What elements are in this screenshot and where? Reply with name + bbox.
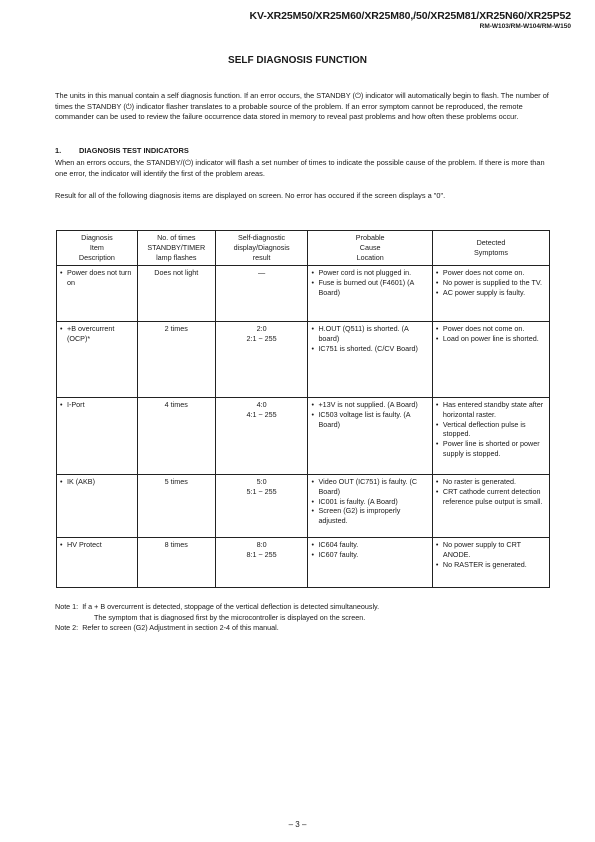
- diagnosis-table: [56, 230, 550, 588]
- cell-causes: • H.OUT (Q511) is shorted. (A board) • IC751 is shorted. (C/CV Board): [308, 321, 432, 397]
- cell-item: • +B overcurrent (OCP)*: [57, 321, 138, 397]
- header-diagnostic-result: Self-diagnostic display/Diagnosis result: [215, 231, 308, 266]
- cell-display: 5:0 5:1 ~ 255: [215, 474, 308, 537]
- cell-symptoms: • Power does not come on. • Load on power line is shorted.: [432, 321, 549, 397]
- note-1-text: If a + B overcurrent is detected, stoppage of the vertical deflection is detected simultaneously.: [82, 602, 380, 611]
- note-2: [55, 623, 555, 634]
- page-number: – 3 –: [288, 820, 307, 829]
- table-row: [57, 397, 550, 474]
- cell-flashes: 2 times: [137, 321, 215, 397]
- cell-flashes: 8 times: [137, 537, 215, 587]
- cell-causes: • IC604 faulty. • IC607 faulty.: [308, 537, 432, 587]
- cell-flashes: 5 times: [137, 474, 215, 537]
- table-row: [57, 321, 550, 397]
- cell-symptoms: • No power supply to CRT ANODE. • No RASTER is generated.: [432, 537, 549, 587]
- header-detected-symptoms: Detected Symptoms: [432, 231, 549, 266]
- cell-symptoms: • Has entered standby state after horizontal raster. • Vertical deflection pulse is stopped. • Power line is shorted or power supply is stopped.: [432, 397, 549, 474]
- note-2-label: Note 2:: [55, 623, 79, 633]
- section-heading: [55, 146, 189, 155]
- cell-causes: • +13V is not supplied. (A Board) • IC503 voltage list is faulty. (A Board): [308, 397, 432, 474]
- cell-display: —: [215, 265, 308, 321]
- note-1-label: Note 1:: [55, 602, 79, 611]
- table-header-row: [57, 231, 550, 266]
- note-1-continuation: The symptom that is diagnosed first by the microcontroller is displayed on the screen.: [94, 612, 366, 622]
- cell-causes: • Video OUT (IC751) is faulty. (C Board) • IC001 is faulty. (A Board) • Screen (G2) is improperly adjusted.: [308, 474, 432, 537]
- result-note: Result for all of the following diagnosis items are displayed on screen. No error has occured if the screen displays a "0".: [55, 191, 446, 200]
- table-row: [57, 474, 550, 537]
- cell-symptoms: • No raster is generated. • CRT cathode current detection reference pulse output is small.: [432, 474, 549, 537]
- note-2-text: Refer to screen (G2) Adjustment in section 2-4 of this manual.: [82, 623, 279, 633]
- section-number: 1.: [55, 146, 62, 155]
- header-probable-cause: Probable Cause Location: [308, 231, 432, 266]
- cell-item: • HV Protect: [57, 537, 138, 587]
- cell-causes: • Power cord is not plugged in. • Fuse is burned out (F4601) (A Board): [308, 265, 432, 321]
- table-row: [57, 265, 550, 321]
- table-row: [57, 537, 550, 587]
- cell-item: • Power does not turn on: [57, 265, 138, 321]
- cell-display: 2:0 2:1 ~ 255: [215, 321, 308, 397]
- header-diagnosis-item: Diagnosis Item Description: [57, 231, 138, 266]
- header-flash-count: No. of times STANDBY/TIMER lamp flashes: [137, 231, 215, 266]
- section-title: DIAGNOSIS TEST INDICATORS: [79, 146, 189, 155]
- intro-paragraph: The units in this manual contain a self diagnosis function. If an error occurs, the STANDBY (⏻) indicator will automatically begin to flash. The number of times the STANDBY (⏻) indicator flasher translates to a probable source of the problem. If an error symptom cannot be reproduced, the remote commander can be used to review the failure occurrence data stored in memory to reveal past problems and how often these problems occur.: [55, 91, 549, 122]
- cell-display: 4:0 4:1 ~ 255: [215, 397, 308, 474]
- page-title: SELF DIAGNOSIS FUNCTION: [228, 55, 367, 66]
- cell-flashes: Does not light: [137, 265, 215, 321]
- notes: [55, 602, 555, 634]
- remote-commander-models: RM-W103/RM-W104/RM-W150: [479, 23, 571, 30]
- cell-item: • I-Port: [57, 397, 138, 474]
- cell-flashes: 4 times: [137, 397, 215, 474]
- cell-symptoms: • Power does not come on. • No power is supplied to the TV. • AC power supply is faulty.: [432, 265, 549, 321]
- cell-item: • IK (AKB): [57, 474, 138, 537]
- document-header: [250, 10, 571, 30]
- note-1: [55, 602, 555, 613]
- cell-display: 8:0 8:1 ~ 255: [215, 537, 308, 587]
- section-body: When an errors occurs, the STANDBY/(⏻) indicator will flash a set number of times to indicate the possible cause of the problem. If there is more than one error, the indicator will identify the first of the problem areas.: [55, 158, 545, 178]
- model-numbers: KV-XR25M50/XR25M60/XR25M80,/50/XR25M81/XR25N60/XR25P52: [249, 10, 571, 22]
